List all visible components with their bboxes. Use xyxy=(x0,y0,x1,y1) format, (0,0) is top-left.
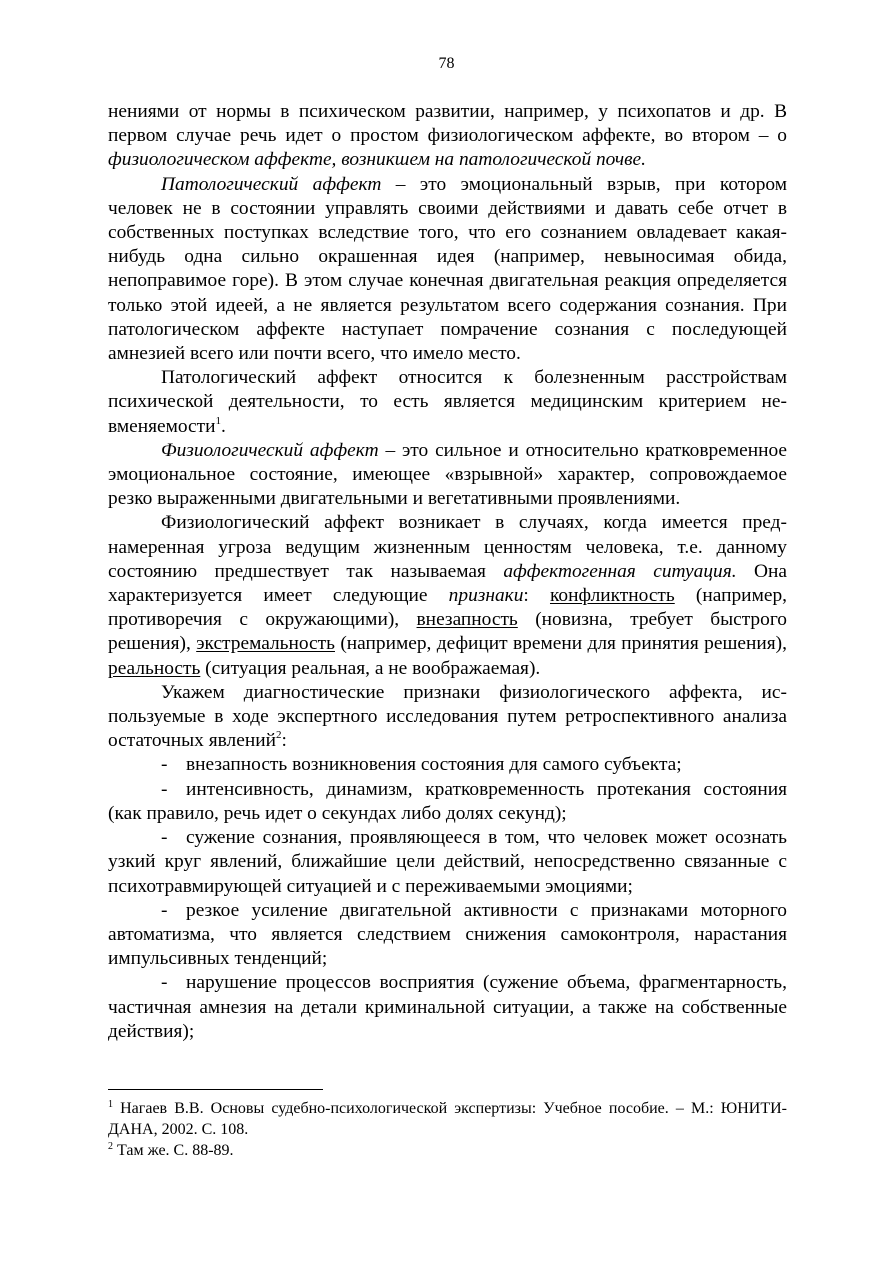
paragraph-text: : xyxy=(523,585,550,607)
list-item xyxy=(108,753,787,777)
paragraph-physiological-affect xyxy=(108,439,787,512)
term-pathological-affect: Патологический аффект xyxy=(161,173,382,195)
paragraph-text: (например, противоречия с окружающими), xyxy=(108,585,787,631)
paragraph-text: Физиологический аффект возникает в случаях, когда имеется преднамеренная угроза ведущим жизненным ценностям человека, т.е. данному состоянию предшествует так называемая xyxy=(108,512,787,582)
paragraph-text: Патологический аффект относится к болезненным расстройствам психической деятельности, то есть является медицинским критерием невменяемости xyxy=(108,367,787,437)
paragraph-affectogenic-situation xyxy=(108,511,787,680)
list-item-text: резкое усиление двигательной активности с признаками моторного автоматизма, что является следствием снижения самоконтроля, нарастания импульсивных тенденций; xyxy=(108,899,787,970)
paragraph-text: Укажем диагностические признаки физиологического аффекта, используемые в ходе экспертного исследования путем ретроспективного анализа остаточных явлений xyxy=(108,681,787,752)
list-item-text: сужение сознания, проявляющееся в том, что человек может осознать узкий круг явлений, ближайшие цели действий, непосредственно связанные с психотравмирующей ситуацией и с переживаемыми эмоциями; xyxy=(108,827,787,897)
page-number: 78 xyxy=(438,55,455,72)
bullet-dash: - xyxy=(161,754,168,776)
list-item xyxy=(108,971,787,1044)
underlined-term: внезапность xyxy=(416,609,518,631)
footnote-ref-1[interactable]: 1 xyxy=(215,414,222,427)
bullet-dash: - xyxy=(161,827,168,849)
paragraph-end: . xyxy=(221,415,226,437)
footnote-marker: 2 xyxy=(108,1141,113,1152)
list-item xyxy=(108,778,787,826)
bullet-dash: - xyxy=(161,972,168,994)
footnotes xyxy=(108,1098,787,1161)
paragraph-text: (новизна, требует быстрого решения), xyxy=(108,609,787,655)
italic-phrase: физиологическом аффекте, возникшем на патологической почве. xyxy=(108,149,646,171)
underlined-term: реальность xyxy=(108,657,201,679)
paragraph-end: : xyxy=(281,730,287,752)
list-item-text: нарушение процессов восприятия (сужение объема, фрагментарность, частичная амнезия на детали криминальной ситуации, а также на собственные действия); xyxy=(108,972,787,1042)
footnote-text: Там же. С. 88-89. xyxy=(113,1142,234,1159)
italic-phrase: признаки xyxy=(448,585,524,607)
term-physiological-affect: Физиологический аффект xyxy=(161,439,379,461)
footnote-marker: 1 xyxy=(108,1099,113,1110)
underlined-term: экстремальность xyxy=(196,633,335,655)
paragraph-text: Она характеризуется имеет следующие xyxy=(108,560,787,607)
paragraph-text: – это сильное и относительно кратковременное эмоциональное состояние, имеющее «взрывной» характер, сопровождаемое резко выраженными двигательными и вегетативными проявлениями. xyxy=(108,439,787,510)
bullet-dash: - xyxy=(161,899,168,921)
footnote-text: Нагаев В.В. Основы судебно-психологической экспертизы: Учебное пособие. – М.: ЮНИТИ-ДАНА, 2002. С. 108. xyxy=(108,1100,787,1138)
footnote-1 xyxy=(108,1098,787,1140)
paragraph-continuation xyxy=(108,100,787,173)
list-item xyxy=(108,899,787,972)
footnote-separator xyxy=(108,1089,323,1090)
bullet-dash: - xyxy=(161,778,168,800)
footnote-2 xyxy=(108,1140,787,1161)
list-item xyxy=(108,826,787,899)
italic-phrase: аффектогенная ситуация. xyxy=(503,560,737,582)
paragraph-diagnostic-signs xyxy=(108,681,787,754)
body-text xyxy=(108,100,787,1044)
paragraph-text: (ситуация реальная, а не воображаемая). xyxy=(200,657,541,679)
underlined-term: конфликтность xyxy=(549,585,675,607)
paragraph-text: (например, дефицит времени для принятия решения), xyxy=(334,633,787,655)
paragraph-text: – это эмоциональный взрыв, при котором человек не в состоянии управлять своими действиями и давать себе отчет в собственных поступках вследствие того, что его сознанием овладевает какая-нибудь одна сильно окрашенная идея (например, невыносимая обида, непоправимое горе). В этом случае конечная двигательная реакция определяется только этой идеей, а не является результатом всего содержания сознания. При патологическом аффекте наступает помрачение сознания с последующей амнезией всего или почти всего, что имело место. xyxy=(108,173,787,365)
paragraph-insanity-criterion xyxy=(108,366,787,439)
paragraph-text: нениями от нормы в психическом развитии, например, у психопатов и др. В первом случае речь идет о простом физиологическом аффекте, во втором – о xyxy=(108,101,787,147)
list-item-text: внезапность возникновения состояния для самого субъекта; xyxy=(186,754,682,776)
footnote-ref-2[interactable]: 2 xyxy=(275,729,282,742)
list-item-text: интенсивность, динамизм, кратковременность протекания состояния (как правило, речь идет о секундах либо долях секунд); xyxy=(108,778,787,824)
paragraph-pathological-affect xyxy=(108,173,787,367)
